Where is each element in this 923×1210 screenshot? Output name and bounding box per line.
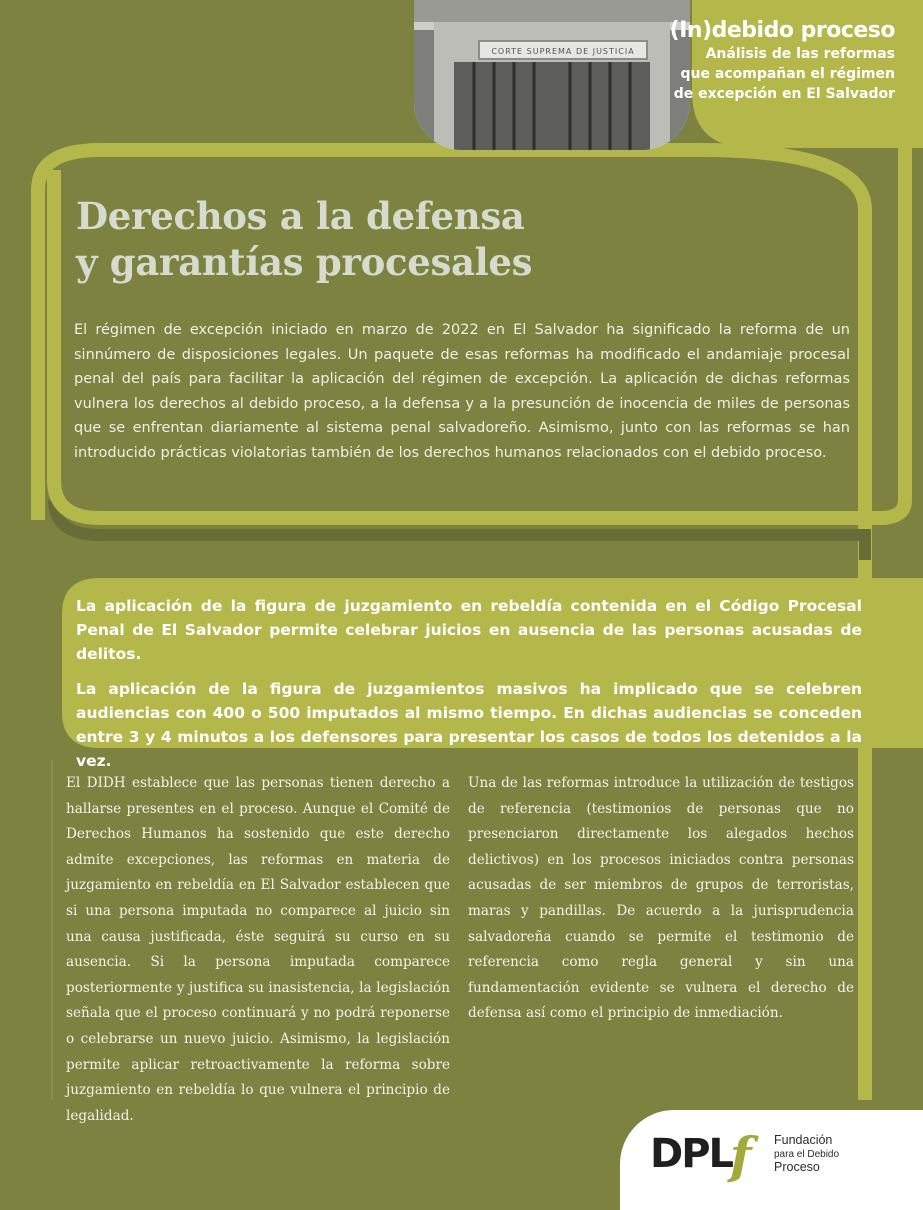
frame-shadow [54, 500, 865, 560]
dplf-logo-text [774, 1134, 839, 1175]
highlight-point: La aplicación de la figura de juzgamientos masivos ha implicado que se celebren audiencias con 400 o 500 imputados al mismo tiempo. En dichas audiencias se conceden entre 3 y 4 minutos a los defensores para presentar los casos de todos los detenidos a la vez. [76, 680, 862, 770]
body-column-left: El DIDH establece que las personas tienen derecho a hallarse presentes en el proceso. Aunque el Comité de Derechos Humanos ha sostenido que este derecho admite excepciones, las reformas en materia de juzgamiento en rebeldía en El Salvador establecen que si una persona imputada no comparece al juicio sin una causa justificada, éste seguirá su curso en su ausencia. Si la persona imputada comparece posteriormente y justifica su inasistencia, la legislación señala que el proceso continuará y no podrá reponerse o celebrarse un nuevo juicio. Asimismo, la legislación permite aplicar retroactivamente la reforma sobre juzgamiento en rebeldía lo que vulnera el principio de legalidad. [66, 775, 450, 1124]
page-title: Derechos a la defensa y garantías procesales [76, 194, 533, 284]
body-column-right: Una de las reformas introduce la utilización de testigos de referencia (testimonios de personas que no presenciaron directamente los alegados hechos delictivos) en los procesos iniciados contra personas acusadas de ser miembros de grupos de terroristas, maras y pandillas. De acuerdo a la jurisprudencia salvadoreña cuando se permite el testimonio de referencia como regla general y sin una fundamentación evidente se vulnera el derecho de defensa así como el principio de inmediación. [468, 775, 854, 1022]
building-sign: CORTE SUPREMA DE JUSTICIA [478, 40, 648, 60]
report-subtitle: Análisis de las reformas que acompañan el régimen de excepción en El Salvador [673, 46, 895, 102]
report-title: (In)debido proceso [669, 18, 895, 43]
court-building-photo [414, 0, 690, 150]
building-illustration [414, 0, 690, 150]
dplf-logo-f: f [730, 1126, 752, 1185]
intro-paragraph: El régimen de excepción iniciado en marzo de 2022 en El Salvador ha significado la reforma de un sinnúmero de disposiciones legales. Un paquete de esas reformas ha modificado el andamiaje procesal penal del país para facilitar la aplicación del régimen de excepción. La aplicación de dichas reformas vulnera los derechos al debido proceso, a la defensa y a la presunción de inocencia de miles de personas que se enfrentan diariamente al sistema penal salvadoreño. Asimismo, junto con las reformas se han introducido prácticas violatorias también de los derechos humanos relacionados con el debido proceso. [74, 322, 850, 461]
logo-line-3: Proceso [774, 1160, 820, 1174]
logo-line-2: para el Debido [774, 1148, 840, 1160]
highlight-box [76, 594, 862, 784]
report-header [670, 18, 895, 104]
dplf-logo-mark: DPL [650, 1131, 733, 1177]
logo-line-1: Fundación [774, 1133, 833, 1147]
highlight-point: La aplicación de la figura de juzgamiento en rebeldía contenida en el Código Procesal Penal de El Salvador permite celebrar juicios en ausencia de las personas acusadas de delitos. [76, 597, 862, 663]
